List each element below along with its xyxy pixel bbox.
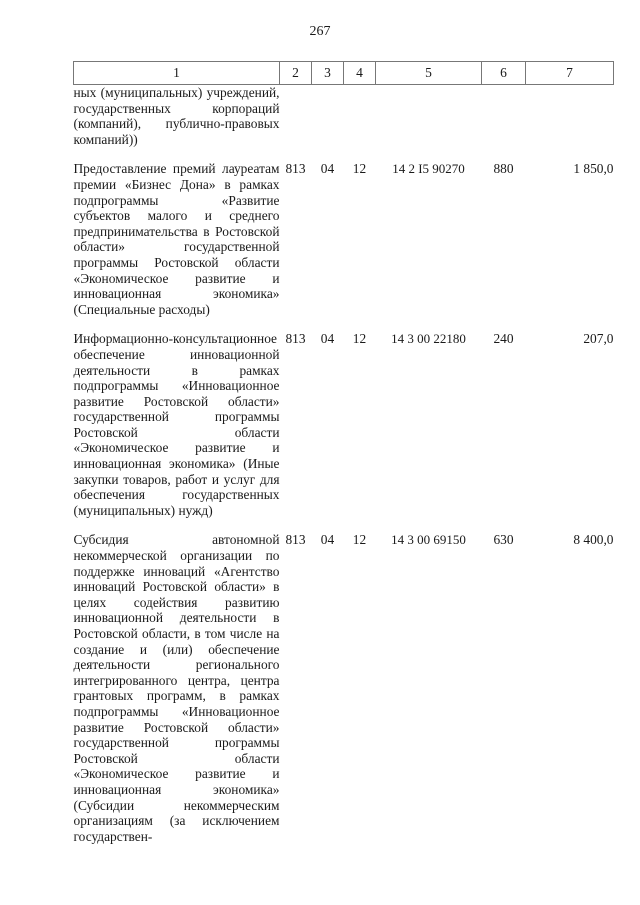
row-name: Предоставление премий лауреатам премии «Бизнес Дона» в рамках подпрограммы «Развитие субъектов малого и среднего предпринимательства в Ростовской области» государственной программы Ростовской области «Экономическое развитие и инновационная экономика» (Специальные расходы) <box>73 161 280 317</box>
column-header-7: 7 <box>526 62 614 85</box>
row-section-code: 04 <box>320 331 335 347</box>
row-amount: 1 850,0 <box>573 161 614 177</box>
row-section-code: 04 <box>320 161 335 177</box>
column-header-1: 1 <box>74 62 280 85</box>
row-subsection-code <box>344 85 376 148</box>
row-amount: 207,0 <box>583 331 614 347</box>
row-ministry-code <box>280 85 312 148</box>
row-subsection-code: 12 <box>352 161 367 177</box>
page-number: 267 <box>309 24 331 39</box>
column-number-row <box>74 62 614 85</box>
row-name: Информационно-консультационное обеспечение инновационной деятельности в рамках подпрограммы «Инновационное развитие Ростовской области» государственной программы Ростовской области «Экономическое развитие и инновационная экономика» (Иные закупки товаров, работ и услуг для обеспечения государственных (муниципальных) нужд) <box>73 331 280 518</box>
column-header-5: 5 <box>376 62 482 85</box>
table-row <box>74 85 614 148</box>
table-row <box>74 317 614 518</box>
row-subsection-code: 12 <box>352 532 367 548</box>
row-expense-type: 880 <box>493 161 514 177</box>
row-target-article: 14 2 I5 90270 <box>392 161 465 177</box>
row-target-article: 14 3 00 22180 <box>391 331 466 347</box>
row-name: ных (муниципальных) учреждений, государственных корпораций (компаний), публично-правовых компаний)) <box>73 85 280 147</box>
table-row <box>74 518 614 844</box>
row-expense-type: 240 <box>493 331 514 347</box>
row-target-article <box>376 85 482 148</box>
row-section-code: 04 <box>320 532 335 548</box>
row-ministry-code: 813 <box>285 532 306 548</box>
row-ministry-code: 813 <box>285 161 306 177</box>
row-expense-type: 630 <box>493 532 514 548</box>
row-amount: 8 400,0 <box>573 532 614 548</box>
row-subsection-code: 12 <box>352 331 367 347</box>
column-header-2: 2 <box>280 62 312 85</box>
row-section-code <box>312 85 344 148</box>
row-expense-type <box>482 85 526 148</box>
column-header-4: 4 <box>344 62 376 85</box>
budget-table <box>73 61 614 844</box>
column-header-6: 6 <box>482 62 526 85</box>
table-row <box>74 147 614 317</box>
row-amount <box>526 85 614 148</box>
row-name: Субсидия автономной некоммерческой организации по поддержке инноваций «Агентство инноваций Ростовской области» в целях содействия развитию инновационной деятельности в Ростовской области, в том числе на создание и (или) обеспечение деятельности регионального интегрированного центра, центра грантовых программ, в рамках подпрограммы «Инновационное развитие Ростовской области» государственной программы Ростовской области «Экономическое развитие и инновационная экономика» (Субсидии некоммерческим организациям (за исключением государствен- <box>73 532 280 844</box>
column-header-3: 3 <box>312 62 344 85</box>
row-ministry-code: 813 <box>285 331 306 347</box>
row-target-article: 14 3 00 69150 <box>391 532 466 548</box>
